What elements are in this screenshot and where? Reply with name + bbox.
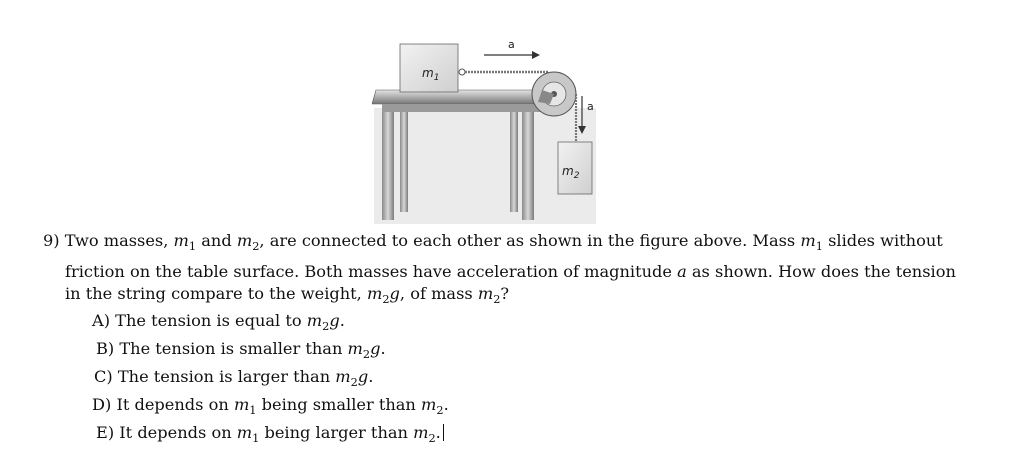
table-leg-right-front [522,112,534,220]
table-apron [382,104,546,112]
table-leg-left-front [382,112,394,220]
answer-choices [90,307,449,447]
table-leg-right-back [510,112,518,212]
accel-arrowhead-horizontal [532,51,540,59]
choice-b[interactable]: B) The tension is smaller than $m_2g$. [96,339,386,362]
question-text [43,228,1003,312]
choice-c[interactable]: C) The tension is larger than $m_2g$. [94,367,374,390]
question-line-1: 9) Two masses, $m_1$ and $m_2$, are connected to each other as shown in the figure above. Mass $m_1$ slides without [43,231,943,254]
mass-m2-label: $m_2$ [562,164,580,181]
table-leg-left-back [400,112,408,212]
text-cursor [443,424,444,441]
accel-label-vertical: a [587,100,594,113]
choice-a[interactable]: A) The tension is equal to $m_2g$. [92,311,345,334]
choice-e[interactable]: E) It depends on $m_1$ being larger than $m_2$. [96,419,449,447]
choice-d[interactable]: D) It depends on $m_1$ being smaller than $m_2$. [92,395,449,418]
accel-label-horizontal: a [508,38,515,51]
question-line-3: in the string compare to the weight, $m_2g$, of mass $m_2$? [65,284,510,307]
string-hook [459,69,465,75]
physics-figure [372,34,604,224]
table-top [372,90,552,104]
mass-m1-label: $m_1$ [422,66,440,83]
question-line-2: friction on the table surface. Both masses have acceleration of magnitude a as shown. How does the tension [65,262,956,282]
